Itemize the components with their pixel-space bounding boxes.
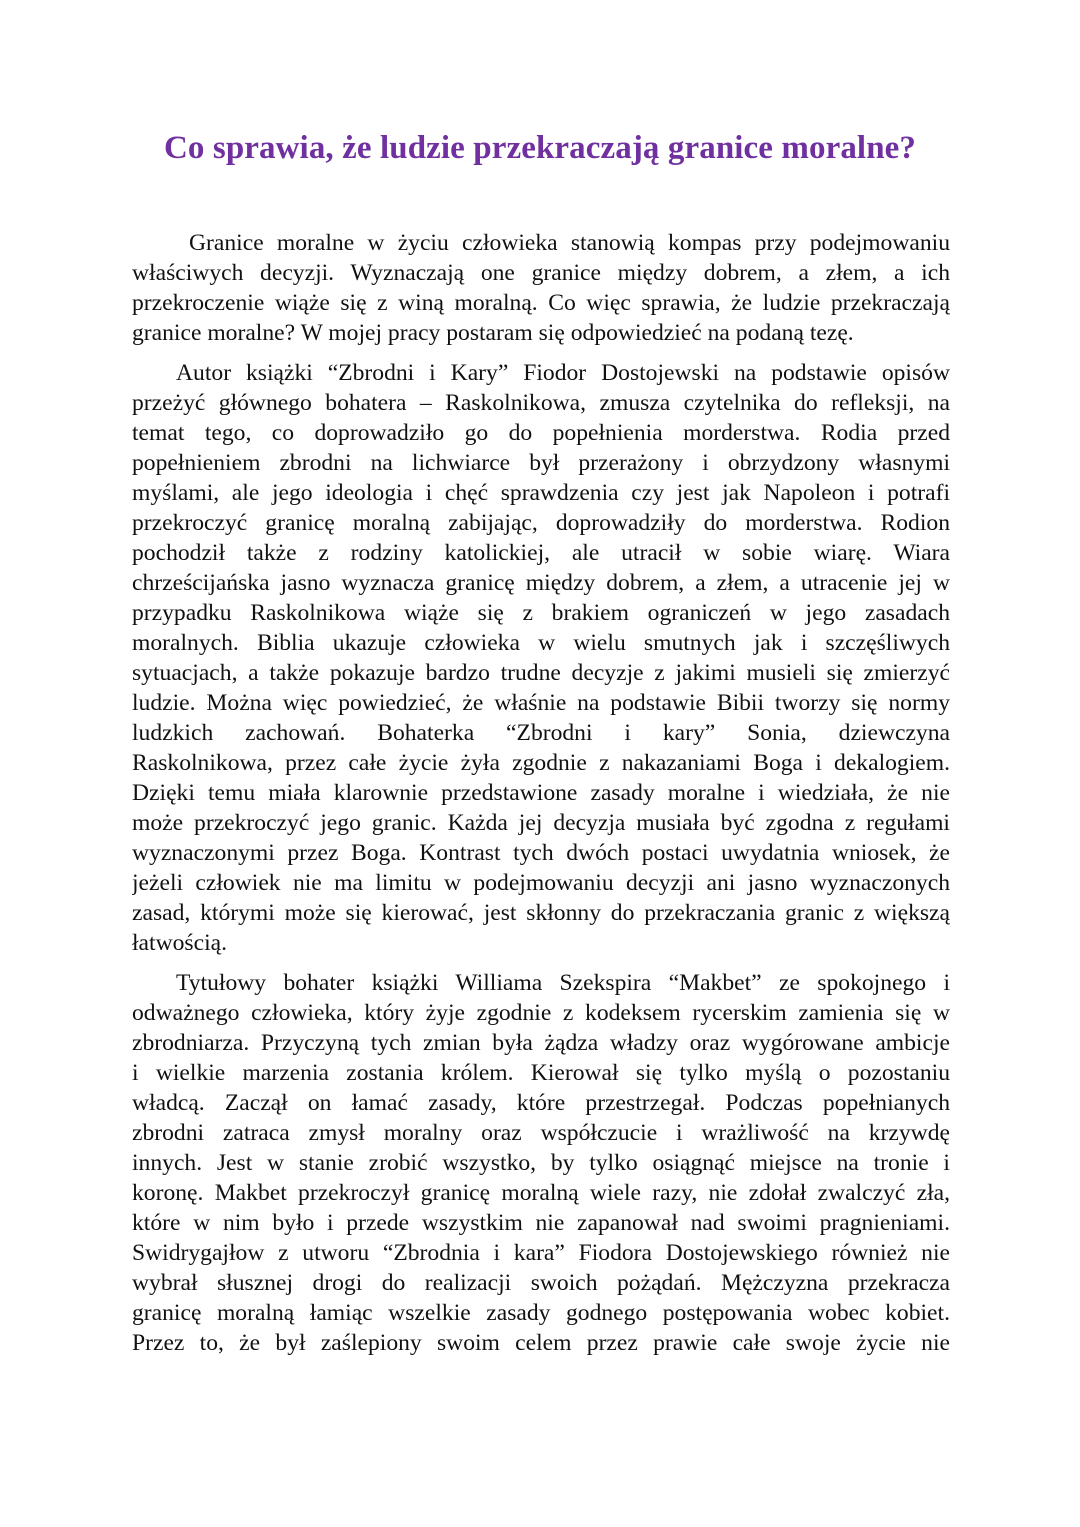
- text-line: ludzie. Można więc powiedzieć, że właśnie na podstawie Bibii tworzy się normy: [132, 690, 950, 716]
- text-line: Swidrygajłow z utworu “Zbrodnia i kara” Fiodora Dostojewskiego również nie: [132, 1240, 950, 1266]
- text-line: Autor książki “Zbrodni i Kary” Fiodor Dostojewski na podstawie opisów: [176, 360, 950, 386]
- text-line: przypadku Raskolnikowa wiąże się z brakiem ograniczeń w jego zasadach: [132, 600, 950, 626]
- text-line: wyznaczonymi przez Boga. Kontrast tych dwóch postaci uwydatnia wniosek, że: [132, 840, 950, 866]
- text-line: Raskolnikowa, przez całe życie żyła zgodnie z nakazaniami Boga i dekalogiem.: [132, 750, 950, 776]
- text-line: i wielkie marzenia zostania królem. Kierował się tylko myślą o pozostaniu: [132, 1060, 950, 1086]
- text-line: popełnieniem zbrodni na lichwiarce był przerażony i obrzydzony własnymi: [132, 450, 950, 476]
- text-line: zasad, którymi może się kierować, jest skłonny do przekraczania granic z większą: [132, 900, 950, 926]
- paragraph-2: [132, 358, 950, 958]
- text-line: Przez to, że był zaślepiony swoim celem przez prawie całe swoje życie nie: [132, 1330, 950, 1356]
- text-line: granicę moralną łamiąc wszelkie zasady godnego postępowania wobec kobiet.: [132, 1300, 950, 1326]
- document-title: Co sprawia, że ludzie przekraczają granice moralne?: [164, 130, 916, 166]
- text-line: które w nim było i przede wszystkim nie zapanował nad swoimi pragnieniami.: [132, 1210, 950, 1236]
- text-line: przekroczyć granicę moralną zabijając, doprowadziły do morderstwa. Rodion: [132, 510, 950, 536]
- text-line: odważnego człowieka, który żyje zgodnie z kodeksem rycerskim zamienia się w: [132, 1000, 950, 1026]
- text-line: jeżeli człowiek nie ma limitu w podejmowaniu decyzji ani jasno wyznaczonych: [132, 870, 950, 896]
- text-line: przekroczenie wiąże się z winą moralną. Co więc sprawia, że ludzie przekraczają: [132, 290, 950, 316]
- paragraph-1: [132, 228, 950, 348]
- text-line: władcą. Zaczął on łamać zasady, które przestrzegał. Podczas popełnianych: [132, 1090, 950, 1116]
- text-line: właściwych decyzji. Wyznaczają one granice między dobrem, a złem, a ich: [132, 260, 950, 286]
- text-line: wybrał słusznej drogi do realizacji swoich pożądań. Mężczyzna przekracza: [132, 1270, 950, 1296]
- text-line: sytuacjach, a także pokazuje bardzo trudne decyzje z jakimi musieli się zmierzyć: [132, 660, 950, 686]
- text-line: granice moralne? W mojej pracy postaram się odpowiedzieć na podaną tezę.: [132, 320, 854, 346]
- text-line: Dzięki temu miała klarownie przedstawione zasady moralne i wiedziała, że nie: [132, 780, 950, 806]
- text-line: Granice moralne w życiu człowieka stanowią kompas przy podejmowaniu: [189, 230, 950, 256]
- text-line: zbrodniarza. Przyczyną tych zmian była żądza władzy oraz wygórowane ambicje: [132, 1030, 950, 1056]
- text-line: myślami, ale jego ideologia i chęć sprawdzenia czy jest jak Napoleon i potrafi: [132, 480, 950, 506]
- text-line: innych. Jest w stanie zrobić wszystko, by tylko osiągnąć miejsce na tronie i: [132, 1150, 950, 1176]
- text-line: przeżyć głównego bohatera – Raskolnikowa, zmusza czytelnika do refleksji, na: [132, 390, 950, 416]
- text-line: może przekroczyć jego granic. Każda jej decyzja musiała być zgodna z regułami: [132, 810, 950, 836]
- text-line: ludzkich zachowań. Bohaterka “Zbrodni i kary” Sonia, dziewczyna: [132, 720, 950, 746]
- text-line: Tytułowy bohater książki Williama Szekspira “Makbet” ze spokojnego i: [176, 970, 950, 996]
- text-line: temat tego, co doprowadziło go do popełnienia morderstwa. Rodia przed: [132, 420, 950, 446]
- text-line: koronę. Makbet przekroczył granicę moralną wiele razy, nie zdołał zwalczyć zła,: [132, 1180, 950, 1206]
- text-line: moralnych. Biblia ukazuje człowieka w wielu smutnych jak i szczęśliwych: [132, 630, 950, 656]
- text-line: chrześcijańska jasno wyznacza granicę między dobrem, a złem, a utracenie jej w: [132, 570, 950, 596]
- text-line: pochodził także z rodziny katolickiej, ale utracił w sobie wiarę. Wiara: [132, 540, 950, 566]
- document-body: [132, 228, 950, 1368]
- text-line: łatwością.: [132, 930, 227, 956]
- paragraph-3: [132, 968, 950, 1358]
- text-line: zbrodni zatraca zmysł moralny oraz współczucie i wrażliwość na krzywdę: [132, 1120, 950, 1146]
